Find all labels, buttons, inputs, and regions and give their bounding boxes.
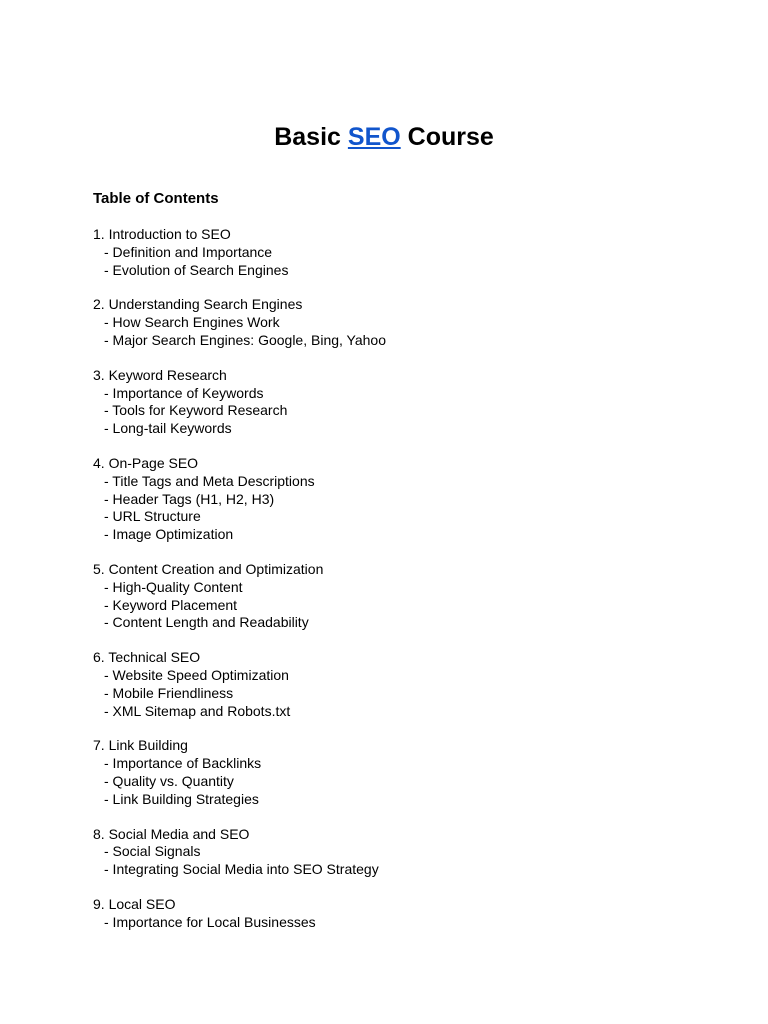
toc-subitem: - Content Length and Readability <box>104 614 309 631</box>
title-suffix: Course <box>400 123 494 151</box>
toc-subitems <box>93 667 713 720</box>
toc-section-title: 1. Introduction to SEO <box>93 226 231 242</box>
toc-subitem: - URL Structure <box>104 508 201 525</box>
toc-subitems <box>93 473 713 544</box>
seo-link[interactable]: SEO <box>347 123 401 151</box>
toc-section <box>93 226 713 279</box>
toc-subitem: - Link Building Strategies <box>104 790 259 807</box>
toc-subsection-list <box>93 755 713 808</box>
toc-subsection-list <box>93 385 713 438</box>
toc-subsection-list <box>93 244 713 280</box>
toc-section <box>93 737 713 808</box>
toc-subitem: - XML Sitemap and Robots.txt <box>104 702 291 719</box>
page-title <box>0 120 768 154</box>
toc-subitem: - Image Optimization <box>104 526 234 543</box>
toc-subitem: - Mobile Friendliness <box>104 684 234 701</box>
toc-section-title: 4. On-Page SEO <box>93 454 199 471</box>
toc-subitems <box>93 314 713 350</box>
toc-section <box>93 896 713 932</box>
toc-section-title: 3. Keyword Research <box>93 366 227 383</box>
toc-subsection-list <box>93 843 713 879</box>
toc-subitem: - Integrating Social Media into SEO Strategy <box>104 861 379 878</box>
toc-subitem: - Importance of Keywords <box>104 384 264 401</box>
toc-subsection-list <box>93 667 713 720</box>
toc-subitem: - Definition and Importance <box>104 243 273 260</box>
toc-section <box>93 367 713 438</box>
toc-section-title: 6. Technical SEO <box>93 649 201 666</box>
toc-subitems <box>93 755 713 808</box>
toc-section <box>93 455 713 544</box>
toc-subsection-list <box>93 579 713 632</box>
toc-section-title: 9. Local SEO <box>93 895 176 912</box>
toc-section <box>93 561 713 632</box>
title-prefix: Basic <box>274 123 348 151</box>
toc-subitem: - Title Tags and Meta Descriptions <box>104 472 315 489</box>
toc-subitem: - Quality vs. Quantity <box>104 772 234 789</box>
toc-subitem: - Tools for Keyword Research <box>104 402 288 419</box>
toc-subitem: - Major Search Engines: Google, Bing, Yahoo <box>104 331 386 348</box>
toc-subitem: - Website Speed Optimization <box>104 666 289 683</box>
toc-subitem: - Importance of Backlinks <box>104 755 262 772</box>
toc-subitem: - Keyword Placement <box>104 596 238 613</box>
toc-subitems <box>93 244 713 280</box>
toc-subsection-list <box>93 914 713 932</box>
toc-subitem: - High-Quality Content <box>104 578 243 595</box>
toc-subitem: - Header Tags (H1, H2, H3) <box>104 490 275 507</box>
toc-subsection-list <box>93 314 713 350</box>
toc-subitem: - Evolution of Search Engines <box>104 261 289 278</box>
toc-section <box>93 296 713 349</box>
toc-section <box>93 649 713 720</box>
toc-subitems <box>93 914 713 932</box>
toc-section <box>93 826 713 879</box>
toc-subitems <box>93 843 713 879</box>
table-of-contents <box>93 188 713 949</box>
toc-section-title: 8. Social Media and SEO <box>93 825 250 842</box>
toc-subsection-list <box>93 473 713 544</box>
toc-subitems <box>93 385 713 438</box>
toc-subitem: - Social Signals <box>104 843 201 860</box>
toc-section-title: 5. Content Creation and Optimization <box>93 560 324 577</box>
toc-subitem: - How Search Engines Work <box>104 314 280 331</box>
toc-subitem: - Long-tail Keywords <box>104 420 232 437</box>
toc-heading: Table of Contents <box>93 190 219 207</box>
toc-subitem: - Importance for Local Businesses <box>104 913 316 930</box>
toc-section-title: 2. Understanding Search Engines <box>93 296 303 313</box>
toc-section-title: 7. Link Building <box>93 737 188 754</box>
toc-subitems <box>93 579 713 632</box>
toc-sections <box>93 226 713 932</box>
